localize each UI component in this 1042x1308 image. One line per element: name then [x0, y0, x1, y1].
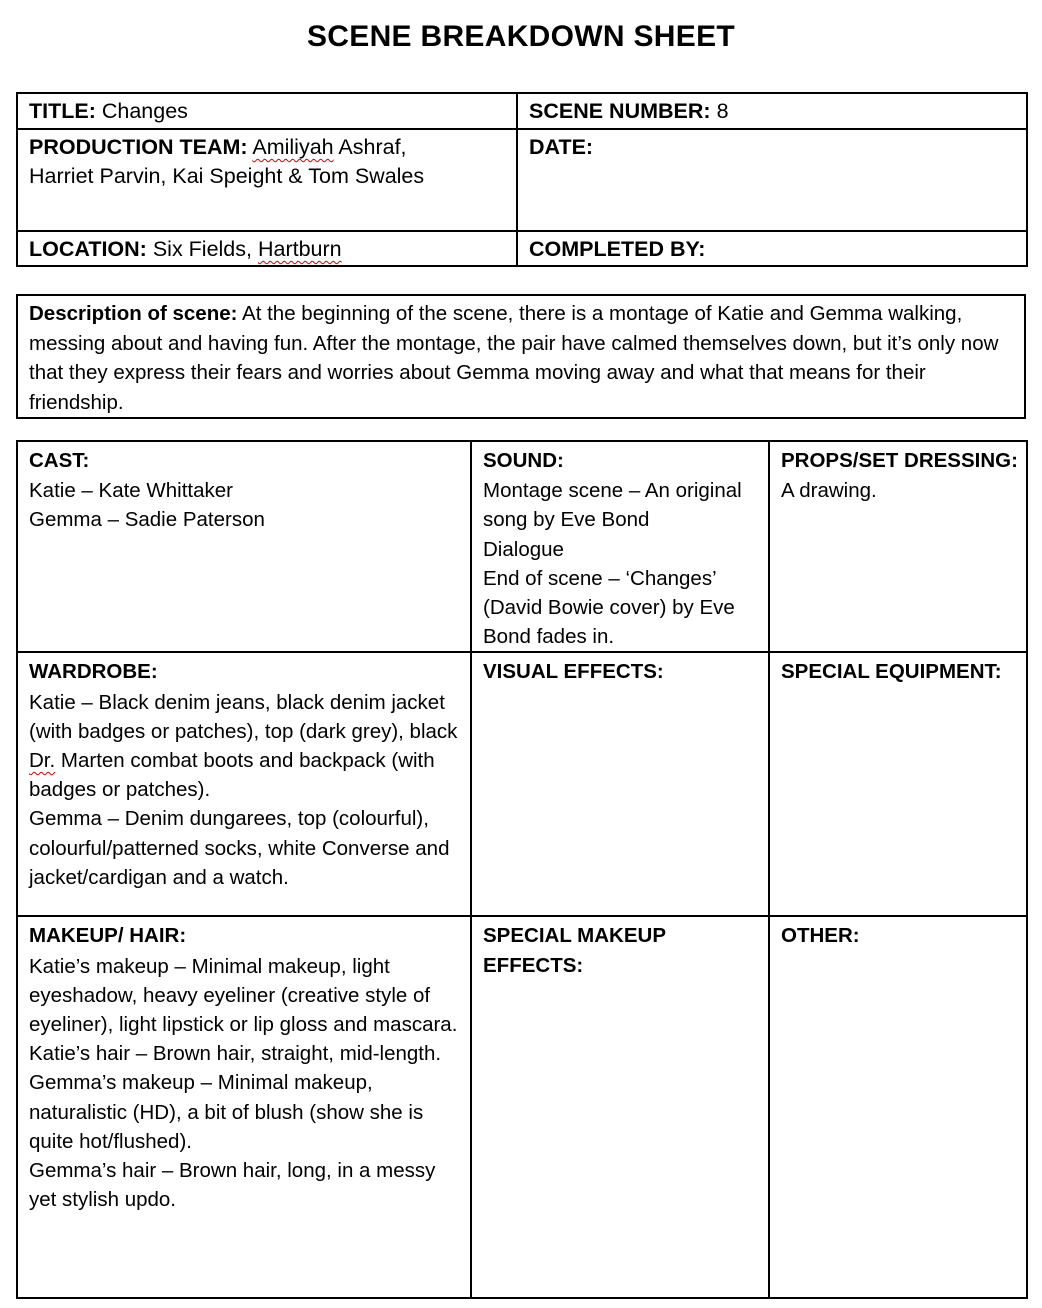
wardrobe-gemma: Gemma – Denim dungarees, top (colourful), colourful/patterned socks, white Converse and jacket/cardigan and a watch.: [29, 807, 450, 889]
description-table: [16, 294, 1026, 419]
makeup-hair-line: Katie’s makeup – Minimal makeup, light eyeshadow, heavy eyeliner (creative style of eyeliner), light lipstick or lip gloss and mascara.: [29, 954, 458, 1037]
makeup-hair-cell: [17, 916, 471, 1298]
sound-cell: [471, 441, 769, 652]
breakdown-grid: [16, 440, 1028, 1299]
wardrobe-katie: [29, 688, 462, 805]
location-cell: [17, 231, 517, 266]
cast-line: Gemma – Sadie Paterson: [29, 508, 265, 532]
production-team-name-misspelled: Amiliyah: [252, 135, 334, 159]
special-makeup-effects-cell: [471, 916, 769, 1298]
production-team-line2: Harriet Parvin, Kai Speight & Tom Swales: [29, 164, 425, 188]
wardrobe-label: WARDROBE:: [29, 660, 158, 684]
scene-number-label: SCENE NUMBER:: [529, 99, 711, 123]
wardrobe-katie-dr: Dr.: [29, 749, 56, 773]
visual-effects-cell: [471, 652, 769, 916]
visual-effects-label: VISUAL EFFECTS:: [483, 660, 664, 684]
cast-cell: [17, 441, 471, 652]
page-title: SCENE BREAKDOWN SHEET: [307, 20, 735, 53]
completed-by-cell: [517, 231, 1027, 266]
special-equipment-cell: [769, 652, 1027, 916]
title-cell: [17, 93, 517, 129]
props-cell: [769, 441, 1027, 652]
completed-by-label: COMPLETED BY:: [529, 237, 706, 261]
production-team-cell: [17, 129, 517, 231]
makeup-hair-label: MAKEUP/ HAIR:: [29, 924, 187, 948]
cast-line: Katie – Kate Whittaker: [29, 479, 233, 503]
location-label: LOCATION:: [29, 237, 147, 261]
title-label: TITLE:: [29, 99, 96, 123]
special-makeup-effects-label: SPECIAL MAKEUP EFFECTS:: [483, 924, 666, 977]
description-label: Description of scene:: [29, 302, 238, 325]
production-team-label: PRODUCTION TEAM:: [29, 135, 248, 159]
production-team-line1-rest: Ashraf,: [338, 135, 407, 159]
location-value: Six Fields,: [152, 237, 252, 261]
sound-line: Dialogue: [483, 537, 564, 561]
cast-label: CAST:: [29, 449, 90, 472]
other-label: OTHER:: [781, 924, 860, 948]
makeup-hair-line: Gemma’s makeup – Minimal makeup, naturalistic (HD), a bit of blush (show she is quite hot/flushed).: [29, 1071, 424, 1153]
wardrobe-katie-part2: Marten combat boots and backpack (with badges or patches).: [29, 749, 435, 802]
date-label: DATE:: [529, 135, 594, 159]
wardrobe-cell: [17, 652, 471, 916]
sound-line: Montage scene – An original song by Eve Bond: [483, 479, 742, 532]
other-cell: [769, 916, 1027, 1298]
description-cell: [17, 295, 1025, 418]
date-cell: [517, 129, 1027, 231]
scene-number-value: 8: [716, 99, 729, 123]
special-equipment-label: SPECIAL EQUIPMENT:: [781, 660, 1002, 684]
scene-number-cell: [517, 93, 1027, 129]
sound-line: End of scene – ‘Changes’ (David Bowie cover) by Eve Bond fades in.: [483, 566, 735, 649]
sound-label: SOUND:: [483, 449, 564, 472]
wardrobe-katie-part1: Katie – Black denim jeans, black denim jacket (with badges or patches), top (dark grey), black: [29, 690, 458, 743]
header-table: [16, 92, 1028, 267]
props-line: A drawing.: [781, 479, 877, 503]
props-label: PROPS/SET DRESSING:: [781, 449, 1018, 472]
title-value: Changes: [101, 99, 188, 123]
description-text: At the beginning of the scene, there is a montage of Katie and Gemma walking, messing about and having fun. After the montage, the pair have calmed themselves down, but it’s only now that they express their fears and worries about Gemma moving away and what that means for their friendship.: [29, 302, 999, 414]
location-value-misspelled: Hartburn: [257, 237, 342, 261]
makeup-hair-line: Katie’s hair – Brown hair, straight, mid-length.: [29, 1042, 442, 1066]
makeup-hair-line: Gemma’s hair – Brown hair, long, in a messy yet stylish updo.: [29, 1159, 436, 1212]
